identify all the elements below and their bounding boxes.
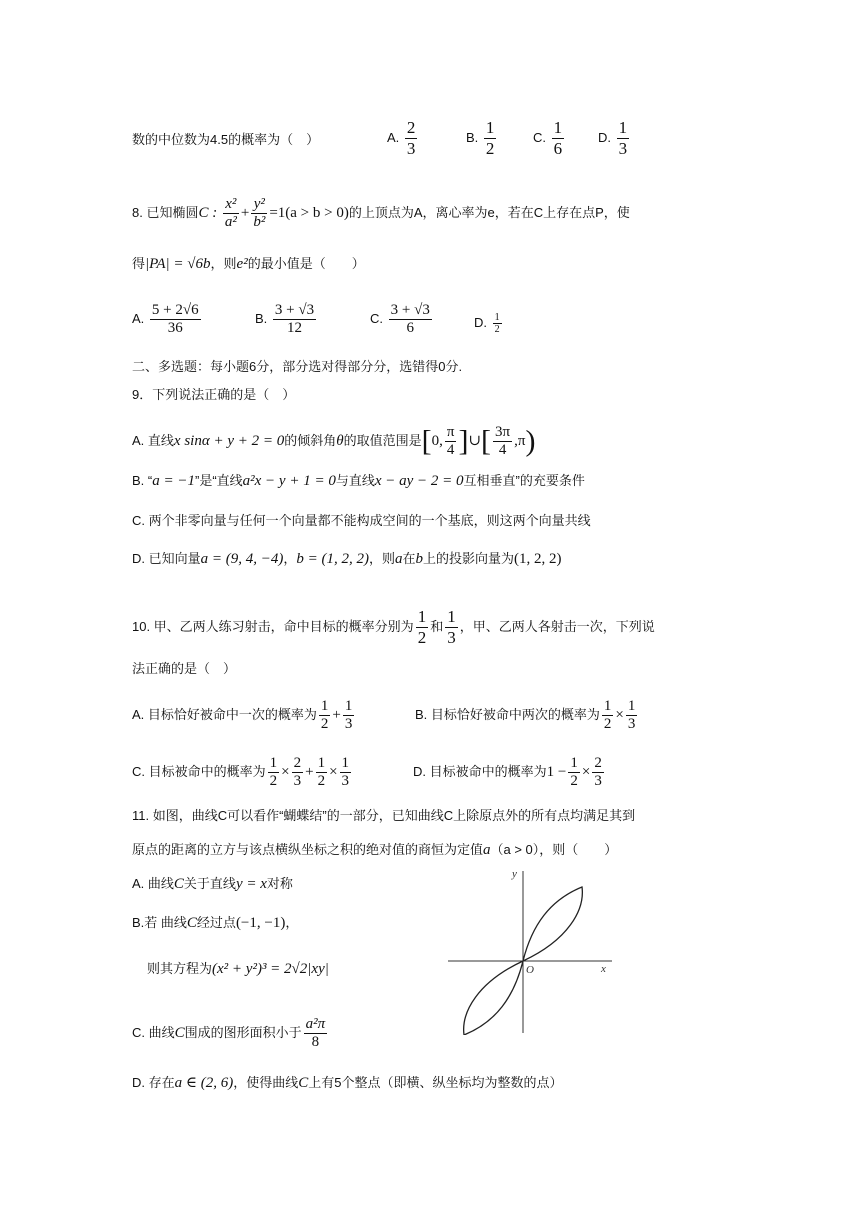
q11-option-c: C. 曲线C围成的图形面积小于 $\frac{\text{a²π}}{8}$ [132,1016,326,1050]
q7-option-a: A. $\frac{2}{3}$ [387,118,416,158]
q8-option-a: A. $\frac{5 + 2√6}{36}$ [132,302,199,336]
q10-line2: 法正确的是（ ） [132,661,237,676]
axis-label-x: x [601,963,606,975]
q11-line2: 原点的距离的立方与该点横纵坐标之积的绝对值的商恒为定值a（a > 0），则（ ） [132,842,618,858]
q8-line1: 8. 已知椭圆C : $\frac{\text{x²}}{\text{a²}}$ + $\frac{\text{y²}}{\text{b²}}$ =1(a > b > 0)的上顶点为A，离心率为e，若在C上存在点P，使 [132,196,630,230]
q10-option-c: C. 目标被命中的概率为 $\frac{1}{2}$ × $\frac{2}{3}$ + $\frac{1}{2}$ × $\frac{1}{3}$ [132,755,350,789]
q11-option-a: A. 曲线C关于直线y = x对称 [132,876,293,892]
q10-line1: 10. 甲、乙两人练习射击，命中目标的概率分别为 $\frac{1}{2}$ 和 $\frac{1}{3}$ ，甲、乙两人各射击一次，下列说 [132,607,655,647]
axis-label-y: y [512,868,517,880]
q11-option-b-line2: 则其方程为(x² + y²)³ = 2√2|xy| [147,961,329,977]
origin-label: O [526,964,534,976]
q8-option-b: B. $\frac{3 + √3}{12}$ [255,302,315,336]
q9-option-a: A. 直线x sinα + y + 2 = 0的倾斜角θ的取值范围是[0, $\frac{\pi}{4}$ ]∪[ $\frac{3\pi}{4}$ ,π) [132,424,536,458]
q10-option-a: A. 目标恰好被命中一次的概率为 $\frac{1}{2}$ + $\frac{1}{3}$ [132,698,353,732]
q10-option-b: B. 目标恰好被命中两次的概率为 $\frac{1}{2}$ × $\frac{1}{3}$ [415,698,636,732]
section-heading-multi: 二、多选题：每小题6分，部分选对得部分分，选错得0分. [132,359,463,374]
q9-option-c: C. 两个非零向量与任何一个向量都不能构成空间的一个基底，则这两个向量共线 [132,513,591,528]
q7-option-d: D. $\frac{1}{3}$ [598,118,628,158]
q9-option-b: B. “a = −1”是“直线a²x − y + 1 = 0与直线x − ay − 2 = 0互相垂直”的充要条件 [132,473,585,489]
q11-option-b-line1: B.若 曲线C经过点(−1, −1)， [132,915,299,931]
q8-option-d: D. $\frac{1}{2}$ [474,312,500,335]
q8-option-c: C. $\frac{3 + √3}{6}$ [370,302,430,336]
q7-option-b: B. $\frac{1}{2}$ [466,118,495,158]
q10-option-d: D. 目标被命中的概率为1 − $\frac{1}{2}$ × $\frac{2}{3}$ [413,755,602,789]
q8-line2: 得|PA| = √6b，则e²的最小值是（ ） [132,256,365,272]
q11-option-d: D. 存在a ∈ (2, 6)，使得曲线C上有5个整点（即横、纵坐标均为整数的点） [132,1075,563,1091]
curve-c-upper-lobe [523,887,582,961]
butterfly-curve-figure [440,865,620,1035]
q11-line1: 11. 如图，曲线C可以看作“蝴蝶结”的一部分，已知曲线C上除原点外的所有点均满足其到 [132,808,636,823]
q7-option-c: C. $\frac{1}{6}$ [533,118,563,158]
q9-stem: 9．下列说法正确的是（ ） [132,387,296,402]
curve-c-lower-lobe [464,961,523,1035]
q9-option-d: D. 已知向量a = (9, 4, −4)，b = (1, 2, 2)，则a在b上的投影向量为(1, 2, 2) [132,551,562,567]
q7-stem: 数的中位数为4.5的概率为（ ） [132,132,320,147]
